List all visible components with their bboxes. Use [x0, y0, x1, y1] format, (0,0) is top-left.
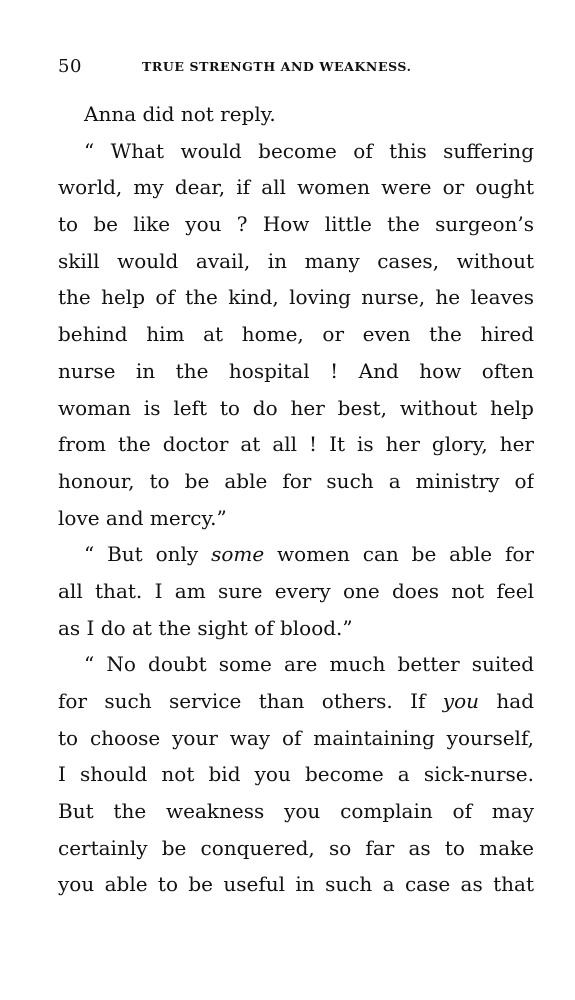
text-line: “ What would become of this suffering [84, 138, 534, 163]
body-text [58, 96, 534, 903]
text-line: world, my dear, if all women were or ought [58, 175, 534, 200]
text-line: as I do at the sight of blood.” [58, 615, 353, 640]
text-line [58, 536, 534, 573]
text-line: skill would avail, in many cases, without [58, 248, 534, 273]
text-line: woman is left to do her best, without help [58, 395, 534, 420]
text-line: nurse in the hospital ! And how often [58, 358, 534, 383]
italic-emphasis: some [211, 542, 265, 567]
text-fragment: women can be able for [264, 542, 534, 567]
text-line: certainly be conquered, so far as to make [58, 835, 534, 860]
text-line: from the doctor at all ! It is her glory, her [58, 432, 534, 457]
text-line: to choose your way of maintaining yourself, [58, 725, 534, 750]
text-line: honour, to be able for such a ministry of [58, 468, 534, 493]
text-line: Anna did not reply. [84, 102, 276, 126]
text-line: But the weakness you complain of may [58, 799, 534, 824]
text-line: love and mercy.” [58, 505, 227, 530]
text-fragment: “ But only [84, 542, 212, 567]
running-title: TRUE STRENGTH AND WEAKNESS. [142, 59, 412, 74]
italic-emphasis: you [442, 689, 480, 713]
text-line: behind him at home, or even the hired [58, 322, 534, 347]
text-line: to be like you ? How little the surgeon’s [58, 212, 534, 237]
text-line: the help of the kind, loving nurse, he leaves [58, 285, 534, 310]
text-line [58, 683, 534, 720]
text-line: all that. I am sure every one does not feel [58, 578, 534, 603]
text-line: I should not bid you become a sick-nurse. [58, 762, 534, 787]
text-line: “ No doubt some are much better suited [84, 652, 534, 677]
text-fragment: had [479, 689, 534, 713]
page-number: 50 [58, 56, 82, 77]
text-line: you able to be useful in such a case as that [58, 872, 534, 897]
running-head [58, 56, 537, 80]
text-fragment: for such service than others. If [58, 689, 443, 713]
